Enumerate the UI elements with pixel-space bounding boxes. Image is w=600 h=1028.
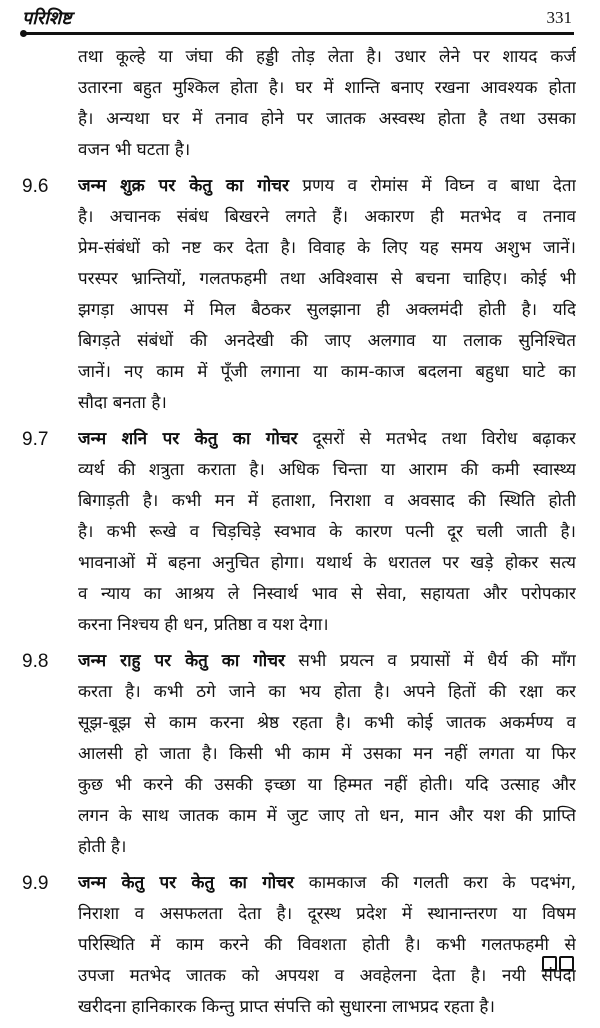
text-line — [78, 868, 576, 899]
text-line: लगन के साथ जातक काम में जुट जाए तो धन, मान और यश की प्राप्ति — [78, 806, 576, 826]
text-line: उपजा मतभेद जातक को अपयश व अवहेलना देता है। नयी संपदा — [78, 966, 576, 986]
text-line: करना निश्चय ही धन, प्रतिष्ठा व यश देगा। — [78, 615, 329, 635]
text-line: सौदा बनता है। — [78, 393, 167, 413]
text-line: व न्याय का आश्रय ले निस्वार्थ भाव से सेवा, सहायता और परोपकार — [78, 584, 576, 604]
text-line — [78, 646, 576, 677]
continued-paragraph — [0, 42, 600, 166]
text-line: निराशा व असफलता देता है। दूरस्थ प्रदेश में स्थानान्तरण या विषम — [78, 904, 576, 924]
section-9-7 — [0, 424, 600, 641]
text-line: उतारना बहुत मुश्किल होता है। घर में शान्ति बनाए रखना आवश्यक होता — [78, 78, 576, 98]
running-title: परिशिष्ट — [22, 8, 72, 29]
section-9-8 — [0, 646, 600, 863]
text-line: खरीदना हानिकारक किन्तु प्राप्त संपत्ति को सुधारना लाभप्रद रहता है। — [78, 997, 495, 1017]
heading-line-text: कामकाज की गलती करा के पदभंग, — [293, 873, 576, 893]
text-line: परिस्थिति में काम करने की विवशता होती है। कभी गलतफहमी से — [78, 935, 576, 955]
end-of-chapter-mark — [542, 956, 574, 971]
text-line — [78, 171, 576, 202]
text-line: कुछ भी करने की उसकी इच्छा या हिम्मत नहीं होती। यदि उत्साह और — [78, 775, 576, 795]
text-line: करता है। कभी ठगे जाने का भय होता है। अपने हितों की रक्षा कर — [78, 682, 576, 702]
text-line: प्रेम-संबंधों को नष्ट कर देता है। विवाह के लिए यह समय अशुभ जानें। — [78, 238, 576, 258]
text-line: है। अचानक संबंध बिखरने लगते हैं। अकारण ही मतभेद व तनाव — [78, 207, 576, 227]
section-number: 9.7 — [22, 429, 49, 450]
text-line: झगड़ा आपस में मिल बैठकर सुलझाना ही अक्लमंदी होती है। यदि — [78, 300, 576, 320]
heading-line-text: सभी प्रयत्न व प्रयासों में धैर्य की माँग — [284, 651, 576, 671]
section-9-9 — [0, 868, 600, 1023]
heading-line-text: प्रणय व रोमांस में विघ्न व बाधा देता — [289, 176, 576, 196]
text-line: सूझ-बूझ से काम करना श्रेष्ठ रहता है। कभी कोई जातक अकर्मण्य व — [78, 713, 576, 733]
section-number: 9.6 — [22, 176, 49, 197]
heading-line-text: दूसरों से मतभेद तथा विरोध बढ़ाकर — [297, 429, 576, 449]
text-line: भावनाओं में बहना अनुचित होगा। यथार्थ के धरातल पर खड़े होकर सत्य — [78, 553, 576, 573]
text-line: वजन भी घटता है। — [78, 140, 191, 160]
section-number: 9.8 — [22, 651, 49, 672]
text-line: है। कभी रूखे व चिड़चिड़े स्वभाव के कारण पत्नी दूर चली जाती है। — [78, 522, 576, 542]
text-line: आलसी हो जाता है। किसी भी काम में उसका मन नहीं लगता या फिर — [78, 744, 576, 764]
section-9-6 — [0, 171, 600, 419]
page-body — [0, 42, 600, 1028]
header-rule — [24, 32, 574, 35]
section-heading: जन्म राहु पर केतु का गोचर — [78, 651, 285, 671]
text-line: बिगड़ते संबंधों की अनदेखी की जाए अलगाव या तलाक सुनिश्चित — [78, 331, 576, 351]
page-number: 331 — [546, 8, 572, 27]
section-heading: जन्म शुक्र पर केतु का गोचर — [78, 176, 289, 196]
text-line — [78, 424, 576, 455]
section-heading: जन्म केतु पर केतु का गोचर — [78, 873, 294, 893]
text-line: होती है। — [78, 837, 127, 857]
section-number: 9.9 — [22, 873, 49, 894]
text-line: परस्पर भ्रान्तियों, गलतफहमी तथा अविश्वास से बचना चाहिए। कोई भी — [78, 269, 576, 289]
text-line: बिगाड़ती है। कभी मन में हताशा, निराशा व अवसाद की स्थिति होती — [78, 491, 576, 511]
text-line: जानें। नए काम में पूँजी लगाना या काम-काज बदलना बहुधा घाटे का — [78, 362, 576, 382]
section-heading: जन्म शनि पर केतु का गोचर — [78, 429, 298, 449]
text-line: है। अन्यथा घर में तनाव होने पर जातक अस्वस्थ होता है तथा उसका — [78, 109, 576, 129]
text-line: व्यर्थ की शत्रुता कराता है। अधिक चिन्ता या आराम की कमी स्वास्थ्य — [78, 460, 576, 480]
text-line: तथा कूल्हे या जंघा की हड्डी तोड़ लेता है। उधार लेने पर शायद कर्ज — [78, 47, 576, 67]
